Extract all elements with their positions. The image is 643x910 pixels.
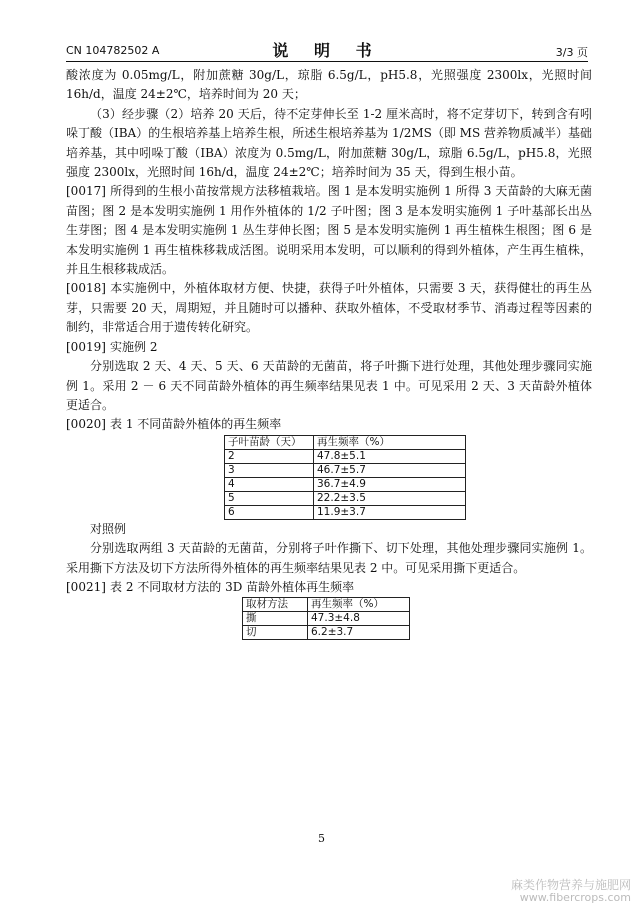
table-row: [243, 626, 410, 640]
table-header-cell: 再生频率（%）: [308, 598, 410, 612]
table-row: [225, 449, 466, 463]
paragraph-text: 所得到的生根小苗按常规方法移植栽培。图 1 是本发明实施例 1 所得 3 天苗龄的大麻无菌苗图；图 2 是本发明实施例 1 用作外植体的 1/2 子叶图；图 3 是本发明实施例 1 子叶基部长出丛生芽图；图 4 是本发明实施例 1 丛生芽伸长图；图 5 是本发明实施例 1 再生植株生根图；图 6 是本发明实施例 1 再生植株移栽成活图。说明采用本发明，可以顺利的得到外植体，产生再生植株，并且生根移栽成活。: [66, 184, 592, 277]
table-cell: 47.8±5.1: [314, 449, 466, 463]
table-cell: 46.7±5.7: [314, 463, 466, 477]
watermark-url: www.fibercrops.com: [519, 891, 631, 904]
paragraph-example-2: 分别选取 2 天、4 天、5 天、6 天苗龄的无菌苗，将子叶撕下进行处理，其他处理步骤同实施例 1。采用 2 － 6 天不同苗龄外植体的再生频率结果见表 1 中。可见采用 2 天、3 天苗龄外植体更适合。: [66, 359, 592, 412]
paragraph-text: 本实施例中，外植体取材方便、快捷，获得子叶外植体，只需要 3 天，获得健壮的再生丛芽，只需要 20 天，周期短，并且随时可以播种、获取外植体，不受取材季节、消毒过程等因素的制约，非常适合用于遗传转化研究。: [66, 281, 592, 335]
document-body: [66, 66, 592, 640]
table-row: [225, 477, 466, 491]
table-cell: 4: [225, 477, 314, 491]
table-row: [225, 491, 466, 505]
paragraph-0019: [66, 338, 592, 357]
table-row: [225, 463, 466, 477]
paragraph-number: [0018]: [66, 281, 106, 296]
table-row: [225, 505, 466, 519]
paragraph-0020: [66, 415, 592, 434]
table-cell: 36.7±4.9: [314, 477, 466, 491]
paragraph-control: 分别选取两组 3 天苗龄的无菌苗，分别将子叶作撕下、切下处理，其他处理步骤同实施例 1。采用撕下方法及切下方法所得外植体的再生频率结果见表 2 中。可见采用撕下更适合。: [66, 541, 592, 575]
table-cell: 切: [243, 626, 308, 640]
watermark-text: 麻类作物营养与施肥网: [510, 878, 631, 892]
patent-number: CN 104782502 A: [66, 44, 160, 57]
table-cell: 6.2±3.7: [308, 626, 410, 640]
table-2: [242, 597, 410, 640]
table-cell: 11.9±3.7: [314, 505, 466, 519]
table-header-cell: 子叶苗龄（天）: [225, 435, 314, 449]
table-1-title: 表 1 不同苗龄外植体的再生频率: [110, 417, 282, 432]
document-header: [66, 38, 588, 62]
paragraph-0017: [66, 182, 592, 279]
table-header-row: [225, 435, 466, 449]
table-cell: 22.2±3.5: [314, 491, 466, 505]
example-heading: 实施例 2: [110, 339, 158, 354]
paragraph-number: [0019]: [66, 339, 106, 354]
page-info: 3/3 页: [555, 46, 588, 59]
table-2-title: 表 2 不同取材方法的 3D 苗龄外植体再生频率: [110, 579, 355, 594]
table-header-cell: 取材方法: [243, 598, 308, 612]
table-cell: 3: [225, 463, 314, 477]
table-header-row: [243, 598, 410, 612]
paragraph-continuation: 酸浓度为 0.05mg/L，附加蔗糖 30g/L，琼脂 6.5g/L，pH5.8，光照强度 2300lx，光照时间 16h/d，温度 24±2℃，培养时间为 20 天；: [66, 68, 592, 102]
header-rule: [66, 61, 588, 62]
document-title: 说 明 书: [272, 41, 382, 60]
table-cell: 47.3±4.8: [308, 612, 410, 626]
table-row: [243, 612, 410, 626]
paragraph-step-3: （3）经步骤（2）培养 20 天后，待不定芽伸长至 1-2 厘米高时，将不定芽切下，转到含有吲哚丁酸（IBA）的生根培养基上培养生根，所述生根培养基为 1/2MS（即 MS 营养物质减半）基础培养基，其中吲哚丁酸（IBA）浓度为 0.5mg/L，附加蔗糖 30g/L，琼脂 6.5g/L，pH5.8，光照强度 2300lx，光照时间 16h/d，温度 24±2℃；培养时间为 35 天，得到生根小苗。: [66, 106, 592, 180]
table-cell: 5: [225, 491, 314, 505]
paragraph-0021: [66, 578, 592, 597]
control-example-heading: 对照例: [90, 521, 127, 536]
table-cell: 撕: [243, 612, 308, 626]
paragraph-0018: [66, 279, 592, 337]
paragraph-number: [0017]: [66, 184, 106, 199]
paragraph-number: [0021]: [66, 579, 106, 594]
table-1: [224, 435, 466, 520]
table-header-cell: 再生频率（%）: [314, 435, 466, 449]
table-cell: 2: [225, 449, 314, 463]
paragraph-number: [0020]: [66, 417, 106, 432]
table-cell: 6: [225, 505, 314, 519]
page-number: 5: [318, 832, 325, 845]
